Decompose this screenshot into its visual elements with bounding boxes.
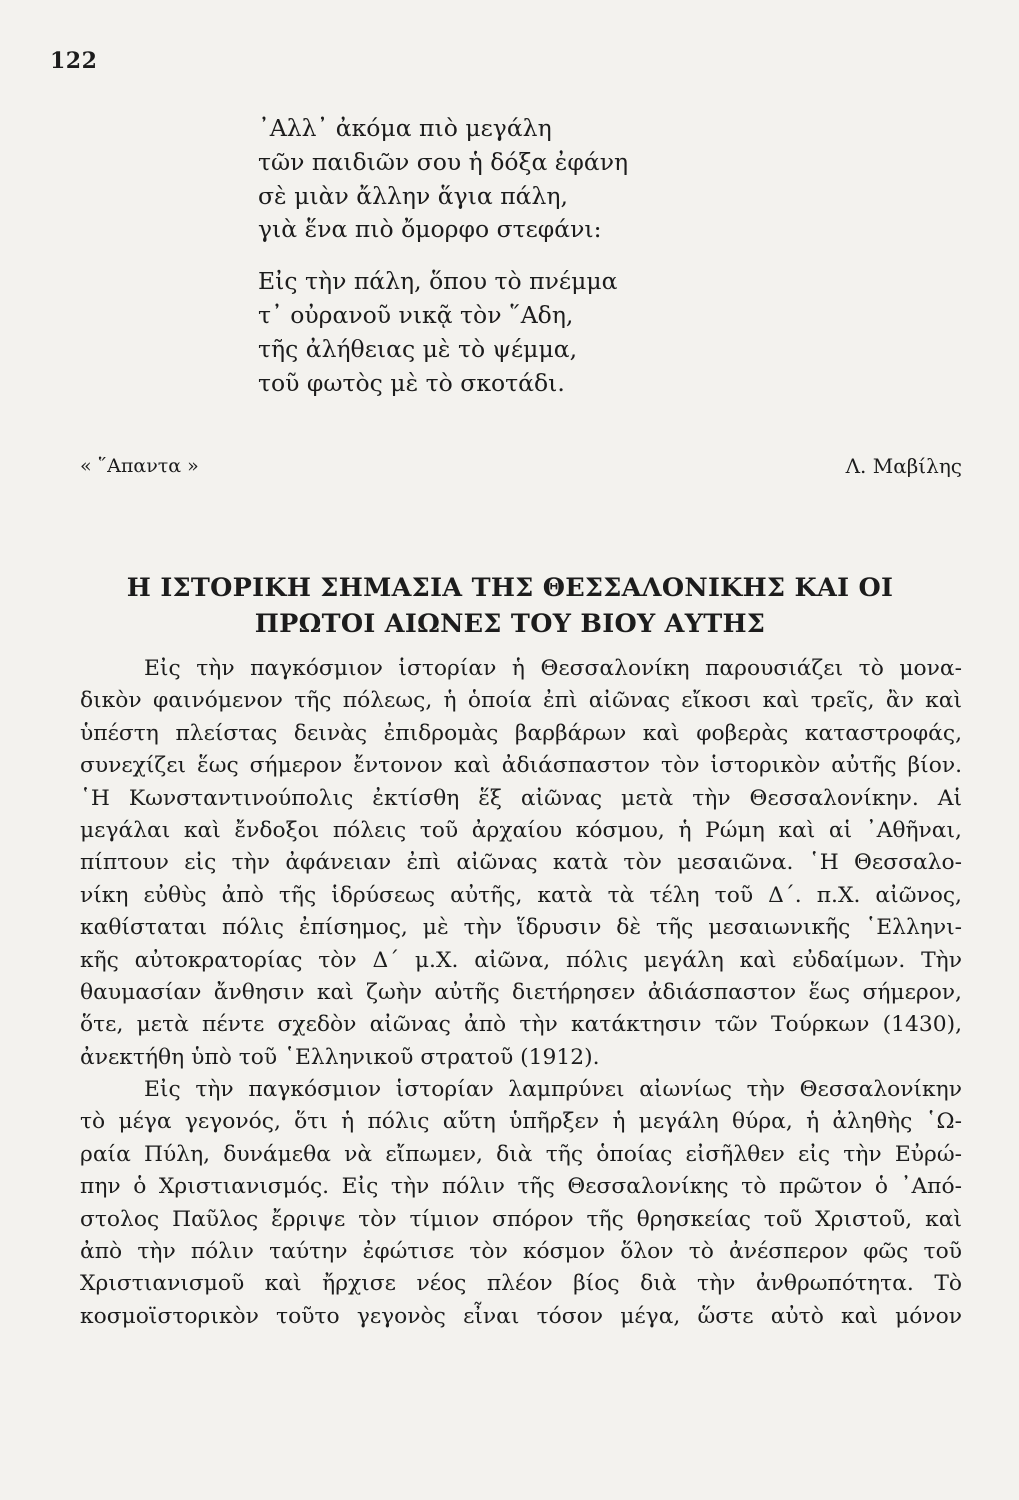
body-line: καθίσταται πόλις ἐπίσημος, μὲ τὴν ἵδρυσιν δὲ τῆς μεσαιωνικῆς ῾Ελληνι- — [80, 915, 962, 941]
body-line: Χριστιανισμοῦ καὶ ἤρχισε νέος πλέον βίος διὰ τὴν ἀνθρωπότητα. Τὸ — [80, 1271, 962, 1297]
poem-author: Λ. Μαβίλης — [845, 454, 962, 478]
article-title-line-2: ΠΡΩΤΟΙ ΑΙΩΝΕΣ ΤΟΥ ΒΙΟΥ ΑΥΤΗΣ — [254, 609, 766, 640]
body-line: Εἰς τὴν παγκόσμιον ἱστορίαν ἡ Θεσσαλονίκη παρουσιάζει τὸ μονα- — [144, 656, 962, 681]
poem-verse: σὲ μιὰν ἄλλην ἅγια πάλη, — [258, 181, 568, 210]
body-line: πην ὁ Χριστιανισμός. Εἰς τὴν πόλιν τῆς Θεσσαλονίκης τὸ πρῶτον ὁ ᾿Από- — [80, 1174, 962, 1200]
poem-stanza-2 — [258, 265, 818, 400]
body-line: ῾Η Κωνσταντινούπολις ἐκτίσθη ἕξ αἰῶνας μετὰ τὴν Θεσσαλονίκην. Αἱ — [80, 785, 962, 811]
poem-verse: ᾿Αλλ᾿ ἀκόμα πιὸ μεγάλη — [258, 114, 552, 142]
article-title — [60, 570, 960, 642]
body-line: κοσμοϊστορικὸν τοῦτο γεγονὸς εἶναι τόσον μέγα, ὥστε αὐτὸ καὶ μόνον — [80, 1303, 962, 1329]
body-line: ἀνεκτήθη ὑπὸ τοῦ ῾Ελληνικοῦ στρατοῦ (1912). — [80, 1044, 600, 1070]
poem-stanza-1 — [258, 112, 818, 247]
body-line: συνεχίζει ἕως σήμερον ἔντονον καὶ ἀδιάσπαστον τὸν ἱστορικὸν αὐτῆς βίον. — [80, 753, 962, 779]
poem-verse: γιὰ ἕνα πιὸ ὄμορφο στεφάνι: — [258, 215, 602, 244]
body-line: ραία Πύλη, δυνάμεθα νὰ εἴπωμεν, διὰ τῆς ὁποίας εἰσῆλθεν εἰς τὴν Εὐρώ- — [80, 1141, 962, 1167]
poem-verse: Εἰς τὴν πάλη, ὅπου τὸ πνέμμα — [258, 267, 618, 296]
body-line: πίπτουν εἰς τὴν ἀφάνειαν ἐπὶ αἰῶνας κατὰ τὸν μεσαιῶνα. ῾Η Θεσσαλο- — [80, 850, 962, 876]
poem-attribution — [80, 453, 962, 479]
body-line: στολος Παῦλος ἔρριψε τὸν τίμιον σπόρον τῆς θρησκείας τοῦ Χριστοῦ, καὶ — [80, 1206, 962, 1232]
body-line: μεγάλαι καὶ ἔνδοξοι πόλεις τοῦ ἀρχαίου κόσμου, ἡ Ρώμη καὶ αἱ ᾿Αθῆναι, — [80, 817, 962, 843]
poem-verse: τῆς ἀλήθειας μὲ τὸ ψέμμα, — [258, 334, 578, 363]
page-number: 122 — [50, 48, 98, 74]
body-line: κῆς αὐτοκρατορίας τὸν Δ΄ μ.Χ. αἰῶνα, πόλις μεγάλη καὶ εὐδαίμων. Τὴν — [80, 947, 962, 973]
body-line: Εἰς τὴν παγκόσμιον ἱστορίαν λαμπρύνει αἰωνίως τὴν Θεσσαλονίκην — [144, 1077, 962, 1103]
body-line: δικὸν φαινόμενον τῆς πόλεως, ἡ ὁποία ἐπὶ αἰῶνας εἴκοσι καὶ τρεῖς, ἂν καὶ — [80, 688, 962, 714]
poem-source: « ῞Απαντα » — [80, 455, 199, 477]
article-body — [80, 653, 962, 1333]
poem-block — [258, 112, 818, 400]
poem-verse: τοῦ φωτὸς μὲ τὸ σκοτάδι. — [258, 368, 565, 397]
poem-verse: τῶν παιδιῶν σου ἡ δόξα ἐφάνη — [258, 147, 629, 176]
body-line: τὸ μέγα γεγονός, ὅτι ἡ πόλις αὕτη ὑπῆρξεν ἡ μεγάλη θύρα, ἡ ἀληθὴς ῾Ω- — [80, 1109, 962, 1135]
body-line: ὑπέστη πλείστας δεινὰς ἐπιδρομὰς βαρβάρων καὶ φοβερὰς καταστροφάς, — [80, 720, 962, 746]
body-line: ὅτε, μετὰ πέντε σχεδὸν αἰῶνας ἀπὸ τὴν κατάκτησιν τῶν Τούρκων (1430), — [80, 1012, 962, 1038]
poem-verse: τ᾿ οὐρανοῦ νικᾷ τὸν ῞Αδη, — [258, 300, 574, 329]
body-line: ἀπὸ τὴν πόλιν ταύτην ἐφώτισε τὸν κόσμον ὅλον τὸ ἀνέσπερον φῶς τοῦ — [80, 1239, 962, 1265]
body-line: νίκη εὐθὺς ἀπὸ τῆς ἱδρύσεως αὐτῆς, κατὰ τὰ τέλη τοῦ Δ΄. π.Χ. αἰῶνος, — [80, 882, 962, 908]
body-line: θαυμασίαν ἄνθησιν καὶ ζωὴν αὐτῆς διετήρησεν ἀδιάσπαστον ἕως σήμερον, — [80, 979, 962, 1005]
article-title-line-1: Η ΙΣΤΟΡΙΚΗ ΣΗΜΑΣΙΑ ΤΗΣ ΘΕΣΣΑΛΟΝΙΚΗΣ ΚΑΙ ΟΙ — [126, 573, 894, 604]
